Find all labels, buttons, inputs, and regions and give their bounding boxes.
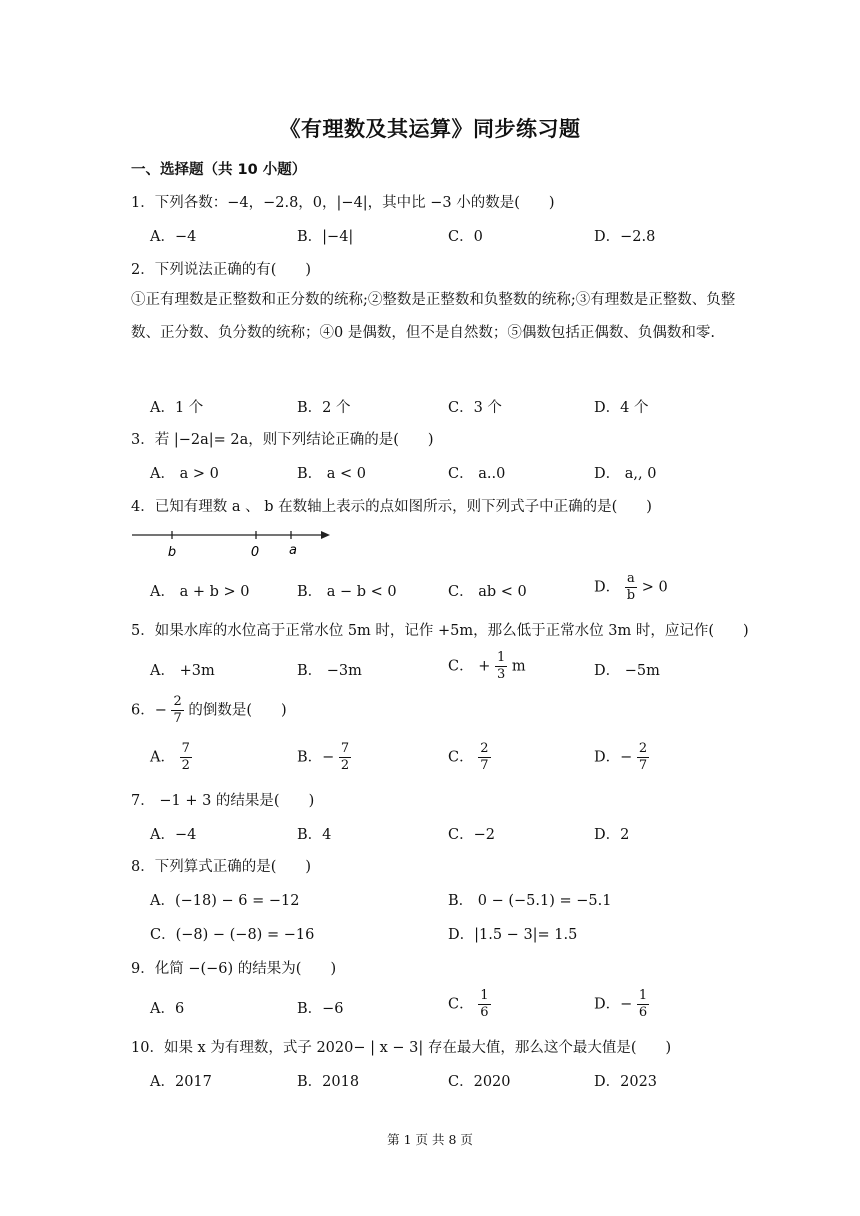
q6-option-c xyxy=(448,741,491,774)
axis-arrow-icon xyxy=(321,531,330,539)
fraction xyxy=(625,571,637,604)
denominator: 7 xyxy=(638,758,648,773)
q6-prefix: 6．− xyxy=(131,702,167,719)
question-6-stem xyxy=(131,694,287,727)
q1-option-a: A．−4 xyxy=(150,229,197,245)
denominator: 7 xyxy=(173,711,182,726)
q4-option-a: A． a + b > 0 xyxy=(150,584,250,600)
page-title: 《有理数及其运算》同步练习题 xyxy=(279,117,581,141)
q8-option-a: A．(−18) − 6 = −12 xyxy=(150,893,300,909)
q5-option-c-tail: m xyxy=(511,658,526,675)
q2-option-a: A．1 个 xyxy=(150,400,204,416)
q1-option-c: C．0 xyxy=(448,229,483,245)
denominator: 3 xyxy=(496,667,506,682)
question-4-stem: 4．已知有理数 a 、 b 在数轴上表示的点如图所示，则下列式子中正确的是( ) xyxy=(131,499,652,515)
q8-option-d: D．|1.5 − 3|= 1.5 xyxy=(448,927,578,943)
q3-option-d: D． a,, 0 xyxy=(594,466,657,482)
q7-option-d: D．2 xyxy=(594,827,630,843)
q10-option-a: A．2017 xyxy=(150,1074,212,1090)
q4-option-d xyxy=(594,571,668,604)
denominator: 2 xyxy=(181,758,190,773)
q3-option-b: B． a < 0 xyxy=(297,466,367,482)
option-sign: − xyxy=(620,996,633,1013)
q8-option-b: B． 0 − (−5.1) = −5.1 xyxy=(448,893,612,909)
q4-option-d-tail: > 0 xyxy=(641,579,668,596)
q7-option-c: C．−2 xyxy=(448,827,495,843)
numerator: 1 xyxy=(496,650,506,665)
denominator: 6 xyxy=(638,1005,648,1020)
q9-option-b: B．−6 xyxy=(297,1001,344,1017)
q7-option-b: B．4 xyxy=(297,827,332,843)
q10-option-d: D．2023 xyxy=(594,1074,658,1090)
denominator: 2 xyxy=(340,758,350,773)
option-sign: − xyxy=(322,749,335,766)
fraction xyxy=(637,988,649,1021)
question-1-stem: 1．下列各数：−4，−2.8，0，|−4|，其中比 −3 小的数是( ) xyxy=(131,195,555,211)
page-footer: 第 1 页 共 8 页 xyxy=(387,1132,473,1147)
question-7-stem: 7． −1 + 3 的结果是( ) xyxy=(131,793,315,809)
fraction xyxy=(478,988,490,1021)
fraction xyxy=(478,741,490,774)
numerator: 1 xyxy=(480,988,489,1003)
option-label: B． xyxy=(297,749,323,766)
q2-option-b: B．2 个 xyxy=(297,400,351,416)
q8-option-c: C．(−8) − (−8) = −16 xyxy=(150,927,315,943)
fraction xyxy=(495,650,507,683)
q4-option-c: C． ab < 0 xyxy=(448,584,527,600)
numerator: 2 xyxy=(173,694,182,709)
fraction xyxy=(180,741,192,774)
option-sign: − xyxy=(620,749,633,766)
q9-option-d xyxy=(594,988,649,1021)
question-2-statements: ①正有理数是正整数和正分数的统称;②整数是正整数和负整数的统称;③有理数是正整数、负整数、正分数、负分数的统称；④0 是偶数，但不是自然数；⑤偶数包括正偶数、负偶数和零. xyxy=(131,292,736,341)
numerator: 2 xyxy=(480,741,489,756)
q2-option-d: D．4 个 xyxy=(594,400,649,416)
q1-option-d: D．−2.8 xyxy=(594,229,656,245)
q5-option-b: B． −3m xyxy=(297,663,362,679)
option-label: C． xyxy=(448,749,474,766)
q10-option-c: C．2020 xyxy=(448,1074,511,1090)
q6-option-d xyxy=(594,741,649,774)
section-heading: 一、选择题（共 10 小题） xyxy=(131,162,307,178)
q5-option-d: D． −5m xyxy=(594,663,660,679)
q3-option-a: A． a > 0 xyxy=(150,466,219,482)
q5-option-c xyxy=(448,650,526,683)
q3-option-c: C． a..0 xyxy=(448,466,506,482)
question-9-stem: 9．化简 −(−6) 的结果为( ) xyxy=(131,961,337,977)
q9-option-c xyxy=(448,988,491,1021)
numerator: a xyxy=(625,571,637,588)
question-5-stem: 5．如果水库的水位高于正常水位 5m 时，记作 +5m，那么低于正常水位 3m 时，应记作( ) xyxy=(131,623,749,639)
q5-option-c-label: C． + xyxy=(448,658,491,675)
q4-option-d-label: D． xyxy=(594,579,621,596)
question-3-stem: 3．若 |−2a|= 2a，则下列结论正确的是( ) xyxy=(131,432,434,448)
q7-option-a: A．−4 xyxy=(150,827,197,843)
option-label: C． xyxy=(448,996,474,1013)
q10-option-b: B．2018 xyxy=(297,1074,360,1090)
q2-option-c: C．3 个 xyxy=(448,400,502,416)
numerator: 1 xyxy=(638,988,648,1003)
question-2-stem: 2．下列说法正确的有( ) xyxy=(131,262,312,278)
label-b: b xyxy=(167,545,177,560)
fraction xyxy=(637,741,649,774)
numerator: 7 xyxy=(340,741,350,756)
q6-option-b xyxy=(297,741,351,774)
q1-option-b: B．|−4| xyxy=(297,229,354,245)
q9-option-a: A．6 xyxy=(150,1001,185,1017)
question-8-stem: 8．下列算式正确的是( ) xyxy=(131,859,312,875)
option-label: A． xyxy=(150,749,175,766)
denominator: 7 xyxy=(480,758,489,773)
denominator: b xyxy=(626,588,636,603)
fraction xyxy=(171,694,183,727)
denominator: 6 xyxy=(480,1005,489,1020)
q4-option-b: B． a − b < 0 xyxy=(297,584,397,600)
q5-option-a: A． +3m xyxy=(150,663,215,679)
numerator: 7 xyxy=(181,741,190,756)
label-zero: 0 xyxy=(250,545,260,560)
option-label: D． xyxy=(594,749,621,766)
number-line-figure xyxy=(128,526,338,562)
numerator: 2 xyxy=(638,741,648,756)
label-a: a xyxy=(289,543,297,558)
question-10-stem: 10．如果 x 为有理数，式子 2020− | x − 3| 存在最大值，那么这个最大值是( ) xyxy=(131,1040,672,1056)
q6-tail: 的倒数是( ) xyxy=(188,702,287,719)
fraction xyxy=(339,741,351,774)
q6-option-a xyxy=(150,741,192,774)
option-label: D． xyxy=(594,996,621,1013)
